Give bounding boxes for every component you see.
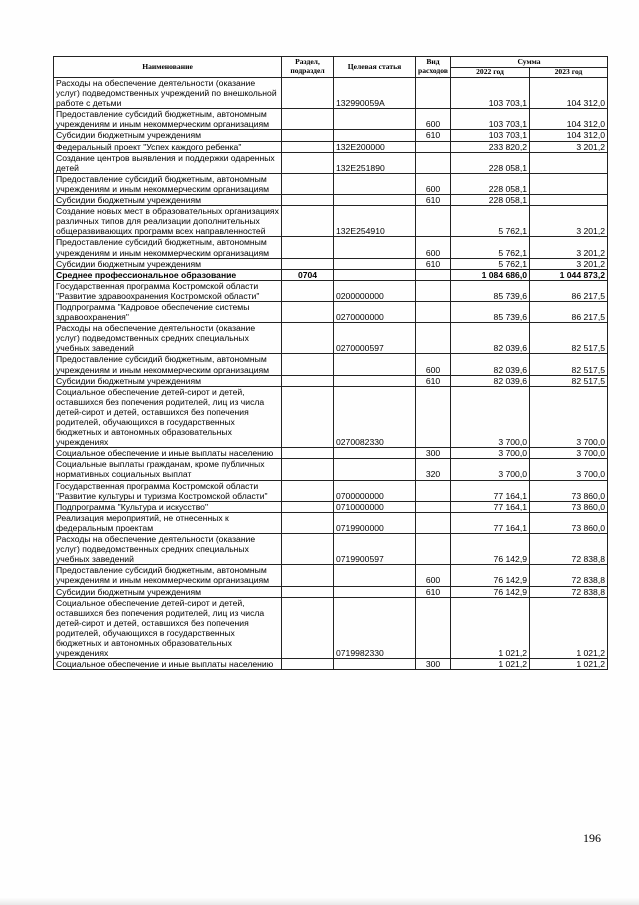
row-target-code: 0270082330 — [334, 386, 416, 448]
row-sum-2023: 3 201,2 — [530, 206, 608, 237]
row-section — [282, 659, 334, 670]
row-name: Предоставление субсидий бюджетным, автономным учреждениям и иным некоммерческим организациям — [54, 109, 282, 130]
table-row — [54, 237, 608, 258]
header-target: Целевая статья — [334, 57, 416, 78]
row-section — [282, 512, 334, 533]
row-name: Государственная программа Костромской области "Развитие культуры и туризма Костромской области" — [54, 480, 282, 501]
row-target-code — [334, 565, 416, 586]
row-sum-2022: 103 703,1 — [451, 109, 530, 130]
row-target-code — [334, 195, 416, 206]
row-sum-2022: 233 820,2 — [451, 141, 530, 152]
row-target-code: 0710000000 — [334, 501, 416, 512]
row-target-code — [334, 173, 416, 194]
row-target-code: 0700000000 — [334, 480, 416, 501]
row-sum-2023: 82 517,5 — [530, 323, 608, 354]
row-expense-kind: 610 — [416, 586, 451, 597]
row-sum-2022: 228 058,1 — [451, 152, 530, 173]
row-section — [282, 280, 334, 301]
row-sum-2023: 86 217,5 — [530, 280, 608, 301]
row-name: Предоставление субсидий бюджетным, автономным учреждениям и иным некоммерческим организациям — [54, 354, 282, 375]
row-section — [282, 206, 334, 237]
row-section — [282, 152, 334, 173]
row-expense-kind: 600 — [416, 354, 451, 375]
row-name: Социальное обеспечение детей-сирот и детей, оставшихся без попечения родителей, лиц из числа детей-сирот и детей, оставшихся без попечения родителей, обучающихся в государственных бюджетных и автономных образовательных учреждениях — [54, 386, 282, 448]
row-sum-2023: 86 217,5 — [530, 301, 608, 322]
row-section — [282, 130, 334, 141]
row-sum-2023 — [530, 152, 608, 173]
row-section — [282, 480, 334, 501]
row-sum-2022: 1 084 686,0 — [451, 269, 530, 280]
row-sum-2023: 72 838,8 — [530, 586, 608, 597]
row-section — [282, 448, 334, 459]
row-expense-kind — [416, 323, 451, 354]
row-expense-kind — [416, 141, 451, 152]
row-sum-2022: 5 762,1 — [451, 258, 530, 269]
row-section — [282, 534, 334, 565]
table-row — [54, 109, 608, 130]
table-row — [54, 459, 608, 480]
row-expense-kind: 600 — [416, 109, 451, 130]
row-name: Федеральный проект "Успех каждого ребенка" — [54, 141, 282, 152]
header-2023: 2023 год — [530, 68, 608, 78]
row-target-code: 132E251890 — [334, 152, 416, 173]
row-expense-kind: 600 — [416, 173, 451, 194]
row-section — [282, 301, 334, 322]
table-row — [54, 659, 608, 670]
row-expense-kind — [416, 269, 451, 280]
row-sum-2023 — [530, 173, 608, 194]
row-sum-2022: 103 703,1 — [451, 78, 530, 109]
row-sum-2023: 3 700,0 — [530, 459, 608, 480]
table-body — [54, 78, 608, 670]
row-expense-kind: 610 — [416, 195, 451, 206]
row-section — [282, 386, 334, 448]
table-row — [54, 258, 608, 269]
row-expense-kind — [416, 78, 451, 109]
row-sum-2023: 82 517,5 — [530, 375, 608, 386]
row-name: Социальное обеспечение и иные выплаты населению — [54, 659, 282, 670]
row-name: Реализация мероприятий, не отнесенных к федеральным проектам — [54, 512, 282, 533]
row-sum-2022: 85 739,6 — [451, 301, 530, 322]
row-section — [282, 109, 334, 130]
row-sum-2023: 73 860,0 — [530, 501, 608, 512]
row-target-code — [334, 375, 416, 386]
table-row — [54, 173, 608, 194]
row-sum-2022: 85 739,6 — [451, 280, 530, 301]
row-expense-kind — [416, 206, 451, 237]
table-row — [54, 501, 608, 512]
row-name: Социальное обеспечение и иные выплаты населению — [54, 448, 282, 459]
row-expense-kind — [416, 501, 451, 512]
table-row — [54, 206, 608, 237]
row-sum-2022: 5 762,1 — [451, 237, 530, 258]
row-section — [282, 565, 334, 586]
row-name: Расходы на обеспечение деятельности (оказание услуг) подведомственных средних специальных учебных заведений — [54, 323, 282, 354]
row-sum-2022: 1 021,2 — [451, 659, 530, 670]
table-row — [54, 448, 608, 459]
row-sum-2023: 104 312,0 — [530, 78, 608, 109]
row-sum-2023: 3 700,0 — [530, 448, 608, 459]
row-target-code: 0719900000 — [334, 512, 416, 533]
row-sum-2022: 1 021,2 — [451, 597, 530, 659]
row-section — [282, 237, 334, 258]
row-expense-kind — [416, 386, 451, 448]
row-sum-2023 — [530, 195, 608, 206]
table-row — [54, 386, 608, 448]
header-section: Раздел, подраздел — [282, 57, 334, 78]
row-section — [282, 459, 334, 480]
row-sum-2022: 77 164,1 — [451, 501, 530, 512]
row-expense-kind — [416, 597, 451, 659]
row-expense-kind — [416, 152, 451, 173]
table-row — [54, 195, 608, 206]
budget-table — [53, 56, 608, 670]
row-target-code: 0200000000 — [334, 280, 416, 301]
scan-edge-shadow — [0, 897, 639, 905]
table-row — [54, 375, 608, 386]
row-name: Создание новых мест в образовательных организациях различных типов для реализации дополнительных общеразвивающих программ всех направленностей — [54, 206, 282, 237]
row-sum-2022: 82 039,6 — [451, 375, 530, 386]
header-sum: Сумма — [451, 57, 608, 68]
row-sum-2023: 72 838,8 — [530, 565, 608, 586]
row-sum-2022: 82 039,6 — [451, 354, 530, 375]
row-name: Социальные выплаты гражданам, кроме публичных нормативных социальных выплат — [54, 459, 282, 480]
row-sum-2022: 3 700,0 — [451, 459, 530, 480]
row-target-code — [334, 459, 416, 480]
row-name: Социальное обеспечение детей-сирот и детей, оставшихся без попечения родителей, лиц из числа детей-сирот и детей, оставшихся без попечения родителей, обучающихся в государственных бюджетных и автономных образовательных учреждениях — [54, 597, 282, 659]
row-sum-2022: 3 700,0 — [451, 386, 530, 448]
row-section — [282, 323, 334, 354]
row-name: Создание центров выявления и поддержки одаренных детей — [54, 152, 282, 173]
row-sum-2023: 3 201,2 — [530, 258, 608, 269]
row-sum-2023: 1 044 873,2 — [530, 269, 608, 280]
header-2022: 2022 год — [451, 68, 530, 78]
row-target-code: 0270000000 — [334, 301, 416, 322]
row-sum-2023: 104 312,0 — [530, 130, 608, 141]
row-expense-kind: 610 — [416, 375, 451, 386]
row-sum-2022: 103 703,1 — [451, 130, 530, 141]
row-section: 0704 — [282, 269, 334, 280]
row-sum-2023: 3 201,2 — [530, 141, 608, 152]
row-name: Расходы на обеспечение деятельности (оказание услуг) подведомственных средних специальных учебных заведений — [54, 534, 282, 565]
row-section — [282, 258, 334, 269]
row-expense-kind — [416, 301, 451, 322]
row-expense-kind: 300 — [416, 659, 451, 670]
header-name: Наименование — [54, 57, 282, 78]
row-name: Предоставление субсидий бюджетным, автономным учреждениям и иным некоммерческим организациям — [54, 173, 282, 194]
page-number: 196 — [583, 831, 601, 845]
row-sum-2022: 77 164,1 — [451, 512, 530, 533]
row-sum-2022: 76 142,9 — [451, 586, 530, 597]
row-target-code: 132990059А — [334, 78, 416, 109]
row-sum-2022: 5 762,1 — [451, 206, 530, 237]
row-sum-2022: 77 164,1 — [451, 480, 530, 501]
row-sum-2022: 82 039,6 — [451, 323, 530, 354]
table-row — [54, 269, 608, 280]
row-target-code — [334, 586, 416, 597]
row-name: Субсидии бюджетным учреждениям — [54, 130, 282, 141]
row-sum-2023: 82 517,5 — [530, 354, 608, 375]
row-sum-2023: 73 860,0 — [530, 512, 608, 533]
row-name: Субсидии бюджетным учреждениям — [54, 258, 282, 269]
row-target-code: 0270000597 — [334, 323, 416, 354]
row-name: Подпрограмма "Культура и искусство" — [54, 501, 282, 512]
row-target-code — [334, 269, 416, 280]
row-section — [282, 586, 334, 597]
row-section — [282, 141, 334, 152]
row-name: Подпрограмма "Кадровое обеспечение системы здравоохранения" — [54, 301, 282, 322]
row-sum-2023: 1 021,2 — [530, 659, 608, 670]
table-row — [54, 152, 608, 173]
table-row — [54, 565, 608, 586]
row-expense-kind — [416, 480, 451, 501]
row-target-code — [334, 237, 416, 258]
row-name: Субсидии бюджетным учреждениям — [54, 195, 282, 206]
row-sum-2022: 76 142,9 — [451, 565, 530, 586]
table-row — [54, 586, 608, 597]
row-sum-2022: 3 700,0 — [451, 448, 530, 459]
row-section — [282, 375, 334, 386]
row-expense-kind: 600 — [416, 237, 451, 258]
table-row — [54, 301, 608, 322]
row-target-code — [334, 258, 416, 269]
row-target-code — [334, 448, 416, 459]
row-section — [282, 195, 334, 206]
table-header — [54, 57, 608, 78]
row-name: Предоставление субсидий бюджетным, автономным учреждениям и иным некоммерческим организациям — [54, 565, 282, 586]
row-section — [282, 501, 334, 512]
table-row — [54, 354, 608, 375]
row-target-code: 132E254910 — [334, 206, 416, 237]
row-expense-kind — [416, 534, 451, 565]
row-expense-kind: 320 — [416, 459, 451, 480]
row-sum-2022: 228 058,1 — [451, 173, 530, 194]
row-expense-kind: 300 — [416, 448, 451, 459]
table-row — [54, 141, 608, 152]
row-target-code — [334, 659, 416, 670]
row-name: Субсидии бюджетным учреждениям — [54, 375, 282, 386]
header-kind: Вид расходов — [416, 57, 451, 78]
table-row — [54, 78, 608, 109]
row-sum-2023: 73 860,0 — [530, 480, 608, 501]
row-expense-kind — [416, 512, 451, 533]
row-name: Предоставление субсидий бюджетным, автономным учреждениям и иным некоммерческим организациям — [54, 237, 282, 258]
row-sum-2022: 76 142,9 — [451, 534, 530, 565]
table-row — [54, 534, 608, 565]
row-target-code — [334, 354, 416, 375]
row-expense-kind: 600 — [416, 565, 451, 586]
row-name: Субсидии бюджетным учреждениям — [54, 586, 282, 597]
row-name: Государственная программа Костромской области "Развитие здравоохранения Костромской области" — [54, 280, 282, 301]
row-section — [282, 78, 334, 109]
row-expense-kind: 610 — [416, 130, 451, 141]
row-sum-2023: 104 312,0 — [530, 109, 608, 130]
row-target-code — [334, 109, 416, 130]
table-row — [54, 597, 608, 659]
row-sum-2023: 3 700,0 — [530, 386, 608, 448]
row-expense-kind — [416, 280, 451, 301]
table-row — [54, 512, 608, 533]
table-row — [54, 480, 608, 501]
row-name: Среднее профессиональное образование — [54, 269, 282, 280]
row-target-code: 132E200000 — [334, 141, 416, 152]
row-target-code: 0719982330 — [334, 597, 416, 659]
table-row — [54, 323, 608, 354]
table-row — [54, 130, 608, 141]
row-name: Расходы на обеспечение деятельности (оказание услуг) подведомственных учреждений по внешкольной работе с детьми — [54, 78, 282, 109]
row-target-code: 0719900597 — [334, 534, 416, 565]
table-row — [54, 280, 608, 301]
row-expense-kind: 610 — [416, 258, 451, 269]
row-sum-2023: 3 201,2 — [530, 237, 608, 258]
row-section — [282, 173, 334, 194]
row-target-code — [334, 130, 416, 141]
row-sum-2022: 228 058,1 — [451, 195, 530, 206]
row-sum-2023: 72 838,8 — [530, 534, 608, 565]
row-sum-2023: 1 021,2 — [530, 597, 608, 659]
row-section — [282, 597, 334, 659]
row-section — [282, 354, 334, 375]
